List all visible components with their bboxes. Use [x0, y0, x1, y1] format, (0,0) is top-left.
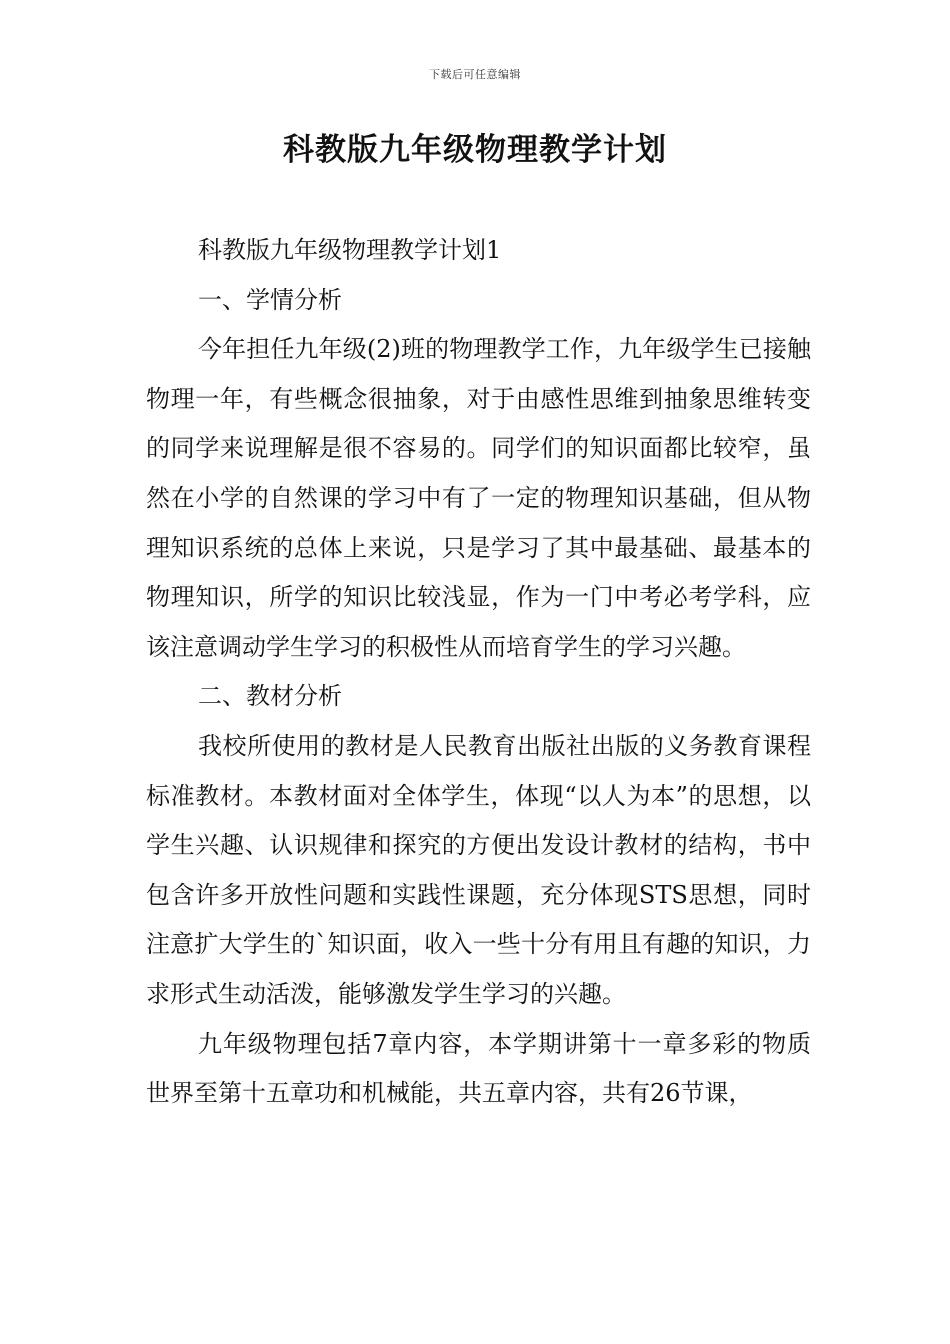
section-heading-student-analysis: 一、学情分析 [198, 285, 342, 314]
section-heading-textbook-analysis: 二、教材分析 [198, 682, 342, 711]
plan-subtitle: 科教版九年级物理教学计划1 [198, 236, 502, 264]
document-title: 科教版九年级物理教学计划 [283, 132, 667, 168]
paragraph-course-content: 九年级物理包括7章内容，本学期讲第十一章多彩的物质世界至第十五章功和机械能，共五章内容，共有26节课， [146, 1029, 811, 1108]
paragraph-student-analysis: 今年担任九年级(2)班的物理教学工作，九年级学生已接触物理一年，有些概念很抽象，对于由感性思维到抽象思维转变的同学来说理解是很不容易的。同学们的知识面都比较窄，虽然在小学的自然课的学习中有了一定的物理知识基础，但从物理知识系统的总体上来说，只是学习了其中最基础、最基本的物理知识，所学的知识比较浅显，作为一门中考必考学科，应该注意调动学生学习的积极性从而培育学生的学习兴趣。 [146, 335, 811, 661]
header-note: 下载后可任意编辑 [429, 68, 521, 81]
document-body [146, 226, 811, 1119]
paragraph-textbook-analysis: 我校所使用的教材是人民教育出版社出版的义务教育课程标准教材。本教材面对全体学生，体现“以人为本”的思想，以学生兴趣、认识规律和探究的方便出发设计教材的结构，书中包含许多开放性问题和实践性课题，充分体现STS思想，同时注意扩大学生的`知识面，收入一些十分有用且有趣的知识，力求形式生动活泼，能够激发学生学习的兴趣。 [146, 731, 811, 1008]
